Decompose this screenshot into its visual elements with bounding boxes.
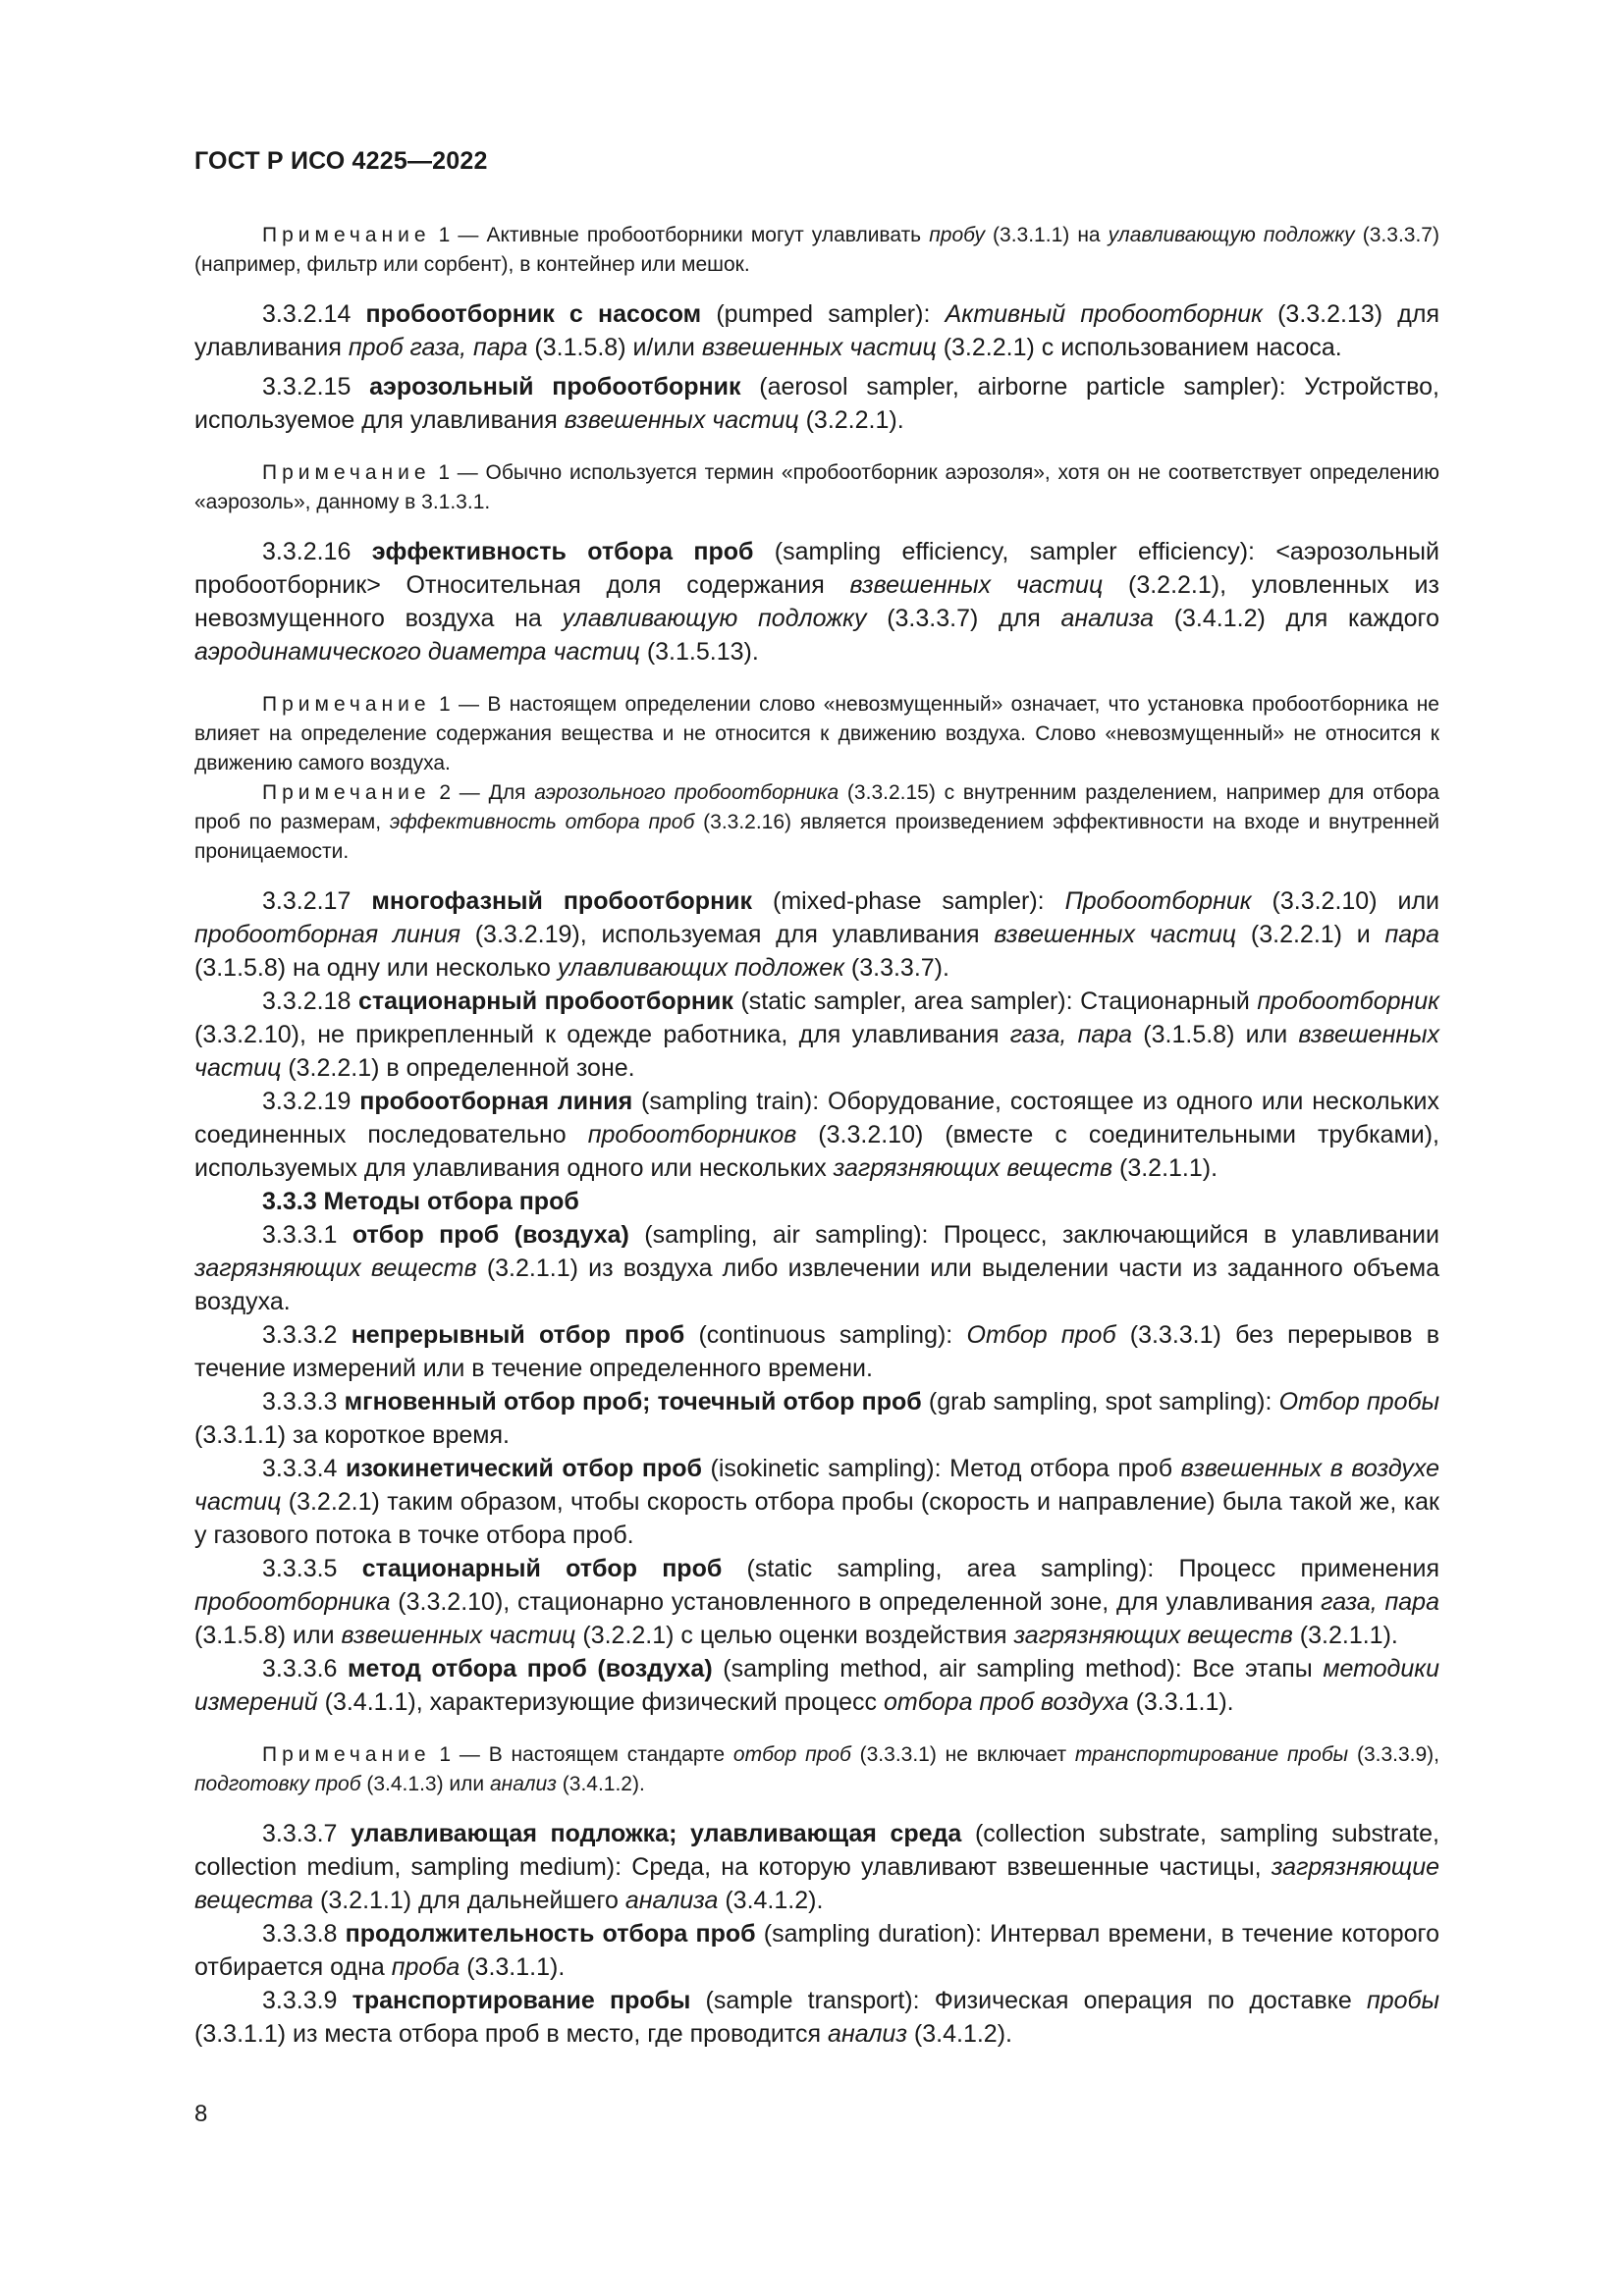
note-text: — Для аэрозольного пробоотборника (3.3.2.15) с внутренним разделением, например для отбора проб по размерам, эффективность отбора проб (3.3.2.16) является произведением эффективности на входе и внутренней проницаемости.	[194, 781, 1439, 863]
note-text: — Активные пробоотборники могут улавливать пробу (3.3.1.1) на улавливающую подложку (3.3.3.7) (например, фильтр или сорбент), в контейнер или мешок.	[194, 224, 1439, 276]
definition-3-3-3-8: 3.3.3.8 продолжительность отбора проб (sampling duration): Интервал времени, в течение которого отбирается одна проба (3.3.1.1).	[194, 1920, 1439, 1981]
note-label: Примечание	[262, 224, 431, 246]
definition-3-3-3-7: 3.3.3.7 улавливающая подложка; улавливающая среда (collection substrate, sampling substrate, collection medium, sampling medium): Среда, на которую улавливают взвешенные частицы, загрязняющие вещества (3.2.1.1) для дальнейшего анализа (3.4.1.2).	[194, 1820, 1439, 1914]
definition-3-3-2-16: 3.3.2.16 эффективность отбора проб (sampling efficiency, sampler efficiency): <аэрозольный пробоотборник> Относительная доля содержания взвешенных частиц (3.2.2.1), уловленных из невозмущенного воздуха на улавливающую подложку (3.3.3.7) для анализа (3.4.1.2) для каждого аэродинамического диаметра частиц (3.1.5.13).	[194, 538, 1440, 666]
definition-3-3-3-4: 3.3.3.4 изокинетический отбор проб (isokinetic sampling): Метод отбора проб взвешенных в воздухе частиц (3.2.2.1) таким образом, чтобы скорость отбора пробы (скорость и направление) была такой же, как у газового потока в точке отбора проб.	[194, 1455, 1439, 1549]
section-heading-3-3-3: 3.3.3 Методы отбора проб	[262, 1188, 579, 1215]
definition-3-3-2-15: 3.3.2.15 аэрозольный пробоотборник (aerosol sampler, airborne particle sampler): Устройство, используемое для улавливания взвешенных частиц (3.2.2.1).	[194, 373, 1439, 434]
note	[194, 458, 1439, 517]
note-number: 1	[438, 461, 451, 484]
note-label: Примечание	[262, 461, 431, 484]
definition-3-3-3-2: 3.3.3.2 непрерывный отбор проб (continuous sampling): Отбор проб (3.3.3.1) без перерывов в течение измерений или в течение определенного времени.	[194, 1321, 1439, 1382]
document-header: ГОСТ Р ИСО 4225—2022	[194, 147, 488, 175]
note-text: — Обычно используется термин «пробоотборник аэрозоля», хотя он не соответствует определению «аэрозоль», данному в 3.1.3.1.	[194, 461, 1439, 513]
note	[194, 690, 1439, 778]
definition-3-3-2-17: 3.3.2.17 многофазный пробоотборник (mixed-phase sampler): Пробоотборник (3.3.2.10) или пробоотборная линия (3.3.2.19), используемая для улавливания взвешенных частиц (3.2.2.1) и пара (3.1.5.8) на одну или несколько улавливающих подложек (3.3.3.7).	[194, 887, 1440, 982]
page-number: 8	[194, 2101, 208, 2127]
note-text: — В настоящем определении слово «невозмущенный» означает, что установка пробоотборника не влияет на определение содержания вещества и не относится к движению воздуха. Слово «невозмущенный» не относится к движению самого воздуха.	[194, 693, 1439, 774]
note-number: 1	[438, 693, 451, 716]
note-label: Примечание	[262, 781, 431, 804]
definition-3-3-3-1: 3.3.3.1 отбор проб (воздуха) (sampling, air sampling): Процесс, заключающийся в улавливании загрязняющих веществ (3.2.1.1) из воздуха либо извлечении или выделении части из заданного объема воздуха.	[194, 1221, 1440, 1315]
note-number: 2	[439, 781, 452, 804]
note-label: Примечание	[262, 693, 431, 716]
note-number: 1	[438, 224, 451, 246]
page-content	[194, 221, 1439, 2051]
definition-3-3-3-5: 3.3.3.5 стационарный отбор проб (static sampling, area sampling): Процесс применения пробоотборника (3.3.2.10), стационарно установленного в определенной зоне, для улавливания газа, пара (3.1.5.8) или взвешенных частиц (3.2.2.1) с целью оценки воздействия загрязняющих веществ (3.2.1.1).	[194, 1555, 1439, 1649]
definition-3-3-3-6: 3.3.3.6 метод отбора проб (воздуха) (sampling method, air sampling method): Все этапы методики измерений (3.4.1.1), характеризующие физический процесс отбора проб воздуха (3.3.1.1).	[194, 1655, 1439, 1716]
definition-3-3-2-19: 3.3.2.19 пробоотборная линия (sampling train): Оборудование, состоящее из одного или нескольких соединенных последовательно пробоотборников (3.3.2.10) (вместе с соединительными трубками), используемых для улавливания одного или нескольких загрязняющих веществ (3.2.1.1).	[194, 1088, 1439, 1182]
note-label: Примечание	[262, 1743, 431, 1766]
note-number: 1	[439, 1743, 452, 1766]
note-text: — В настоящем стандарте отбор проб (3.3.3.1) не включает транспортирование пробы (3.3.3.9), подготовку проб (3.4.1.3) или анализ (3.4.1.2).	[194, 1743, 1439, 1795]
definition-3-3-2-18: 3.3.2.18 стационарный пробоотборник (static sampler, area sampler): Стационарный пробоотборник (3.3.2.10), не прикрепленный к одежде работника, для улавливания газа, пара (3.1.5.8) или взвешенных частиц (3.2.2.1) в определенной зоне.	[194, 988, 1439, 1082]
definition-3-3-3-9: 3.3.3.9 транспортирование пробы (sample transport): Физическая операция по доставке пробы (3.3.1.1) из места отбора проб в место, где проводится анализ (3.4.1.2).	[194, 1987, 1439, 2048]
note	[194, 221, 1439, 280]
definition-3-3-3-3: 3.3.3.3 мгновенный отбор проб; точечный отбор проб (grab sampling, spot sampling): Отбор пробы (3.3.1.1) за короткое время.	[194, 1388, 1439, 1449]
note	[194, 1740, 1439, 1799]
definition-3-3-2-14: 3.3.2.14 пробоотборник с насосом (pumped sampler): Активный пробоотборник (3.3.2.13) для улавливания проб газа, пара (3.1.5.8) и/или взвешенных частиц (3.2.2.1) с использованием насоса.	[194, 300, 1439, 361]
note	[194, 778, 1439, 867]
